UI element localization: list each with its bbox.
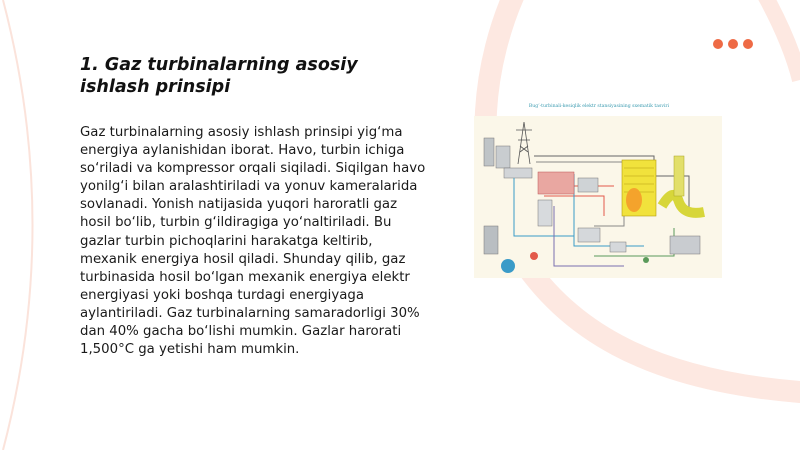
dot-3 [743,39,753,49]
slide-title: 1. Gaz turbinalarning asosiy ishlash prinsipi [80,55,358,97]
dot-1 [713,39,723,49]
body-paragraph: Gaz turbinalarning asosiy ishlash prinsipi yig‘ma energiya aylanishidan iborat. Havo, turbin ichiga so‘riladi va kompressor orqali siqiladi. Siqilgan havo yonilg‘i bilan aralashtiriladi va yonuv kameralarida sovlanadi. Yonish natijasida yuqori haroratli gaz hosil bo‘lib, turbin g‘ildiragiga yo‘naltiriladi. Bu gazlar turbin pichoqlarini harakatga keltirib, mexanik energiya hosil qiladi. Shunday qilib, gaz turbinasida hosil bo‘lgan mexanik energiya elektr energiyasi yoki boshqa turdagi energiyaga aylantiriladi. Gaz turbinalarning samaradorligi 30% dan 40% gacha bo‘lishi mumkin. Gazlar harorati 1,500°C ga yetishi ham mumkin. [80,125,426,358]
diagram-caption: Bug‘-turbinali-kesiqlik elektr stansiyasining sxematik tasviri [528,104,670,109]
dots-menu-icon [713,39,753,49]
left-arc [3,0,33,450]
dot-2 [728,39,738,49]
top-right-arc [762,0,800,80]
diagram-drawing [474,116,724,282]
power-plant-diagram [474,104,724,284]
